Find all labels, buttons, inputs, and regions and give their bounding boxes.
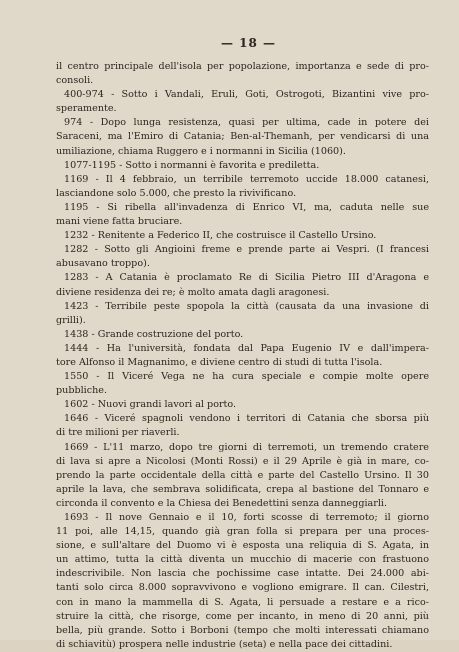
text-line: tanti solo circa 8.000 sopravvivono e vogliono emigrare. Il can. Cilestri, <box>56 582 429 594</box>
body-text <box>56 60 429 652</box>
text-line: il centro principale dell'isola per popolazione, importanza e sede di pro- <box>56 61 429 72</box>
text-line: 400-974 - Sotto i Vandali, Eruli, Goti, Ostrogoti, Bizantini vive pro- <box>64 89 429 101</box>
text-line: 1282 - Sotto gli Angioini freme e prende parte ai Vespri. (I francesi <box>64 244 429 256</box>
text-line: 1283 - A Catania è proclamato Re di Sicilia Pietro III d'Aragona e <box>64 272 429 284</box>
text-line: 1232 - Renitente a Federico II, che costruisce il Castello Ursino. <box>64 230 377 242</box>
text-line: 1602 - Nuovi grandi lavori al porto. <box>64 399 237 411</box>
text-line: speramente. <box>56 103 117 115</box>
text-line: grilli). <box>56 314 86 326</box>
text-line: aprile la lava, che sembrava solidificata, crepa al bastione del Tonnaro e <box>56 483 429 495</box>
text-line: con in mano la mammella di S. Agata, li persuade a restare e a rico- <box>56 596 429 608</box>
text-line: 1669 - L'11 marzo, dopo tre giorni di terremoti, un tremendo cratere <box>64 441 429 453</box>
text-line: indescrivibile. Non lascia che pochissime case intatte. Dei 24.000 abi- <box>56 568 429 580</box>
text-line: 1444 - Ha l'università, fondata dal Papa Eugenio IV e dall'impera- <box>64 342 429 354</box>
text-line: diviene residenza dei re; è molto amata dagli aragonesi. <box>56 286 330 298</box>
text-line: 1550 - Il Viceré Vega ne ha cura speciale e compie molte opere <box>64 371 429 383</box>
text-line: circonda il convento e la Chiesa dei Benedettini senza danneggiarli. <box>56 497 388 509</box>
text-line: 11 poi, alle 14,15, quando già gran folla si prepara per una proces- <box>56 526 429 538</box>
text-line: un attimo, tutta la città diventa un mucchio di macerie con frastuono <box>56 554 429 566</box>
text-line: di tre milioni per riaverli. <box>56 427 180 439</box>
text-line: lasciandone solo 5.000, che presto la rivivificano. <box>56 187 297 199</box>
text-line: 1423 - Terribile peste spopola la città (causata da una invasione di <box>64 300 429 312</box>
text-line: 1646 - Viceré spagnoli vendono i territori di Catania che sborsa più <box>64 413 429 425</box>
text-line: consoli. <box>56 75 94 87</box>
text-line: umiliazione, chiama Ruggero e i normanni in Sicilia (1060). <box>56 145 346 157</box>
text-line: 974 - Dopo lunga resistenza, quasi per ultima, cade in potere dei <box>64 117 429 129</box>
text-line: 1693 - Il nove Gennaio e il 10, forti scosse di terremoto; il giorno <box>64 512 429 523</box>
text-line: struire la città, che risorge, come per incanto, in meno di 20 anni, più <box>56 610 429 622</box>
text-line: mani viene fatta bruciare. <box>56 216 183 228</box>
text-line: bella, più grande. Sotto i Borboni (tempo che molti interessati chiamano <box>56 624 429 636</box>
text-line: pubbliche. <box>56 385 108 397</box>
text-line: di schiavitù) prospera nelle industrie (seta) e nella pace dei cittadini. <box>56 638 393 650</box>
text-line: abusavano troppo). <box>56 258 150 270</box>
text-line: tore Alfonso il Magnanimo, e diviene centro di studi di tutta l'isola. <box>56 356 383 368</box>
page-number: — 18 — <box>220 36 277 50</box>
text-line: di lava si apre a Nicolosi (Monti Rossi) e il 29 Aprile è già in mare, co- <box>56 455 429 467</box>
text-line: Saraceni, ma l'Emiro di Catania; Ben-al-Themanh, per vendicarsi di una <box>56 131 429 143</box>
text-line: 1438 - Grande costruzione del porto. <box>64 328 244 340</box>
text-line: sione, e sull'altare del Duomo vi è esposta una reliquia di S. Agata, in <box>56 540 429 552</box>
text-line: 1195 - Si ribella all'invadenza di Enrico VI, ma, caduta nelle sue <box>64 201 429 213</box>
text-line: 1169 - Il 4 febbraio, un terribile terremoto uccide 18.000 catanesi, <box>64 173 429 185</box>
text-line: 1077-1195 - Sotto i normanni è favorita e prediletta. <box>64 159 320 171</box>
text-line: prendo la parte occidentale della città e parte del Castello Ursino. Il 30 <box>56 469 429 481</box>
